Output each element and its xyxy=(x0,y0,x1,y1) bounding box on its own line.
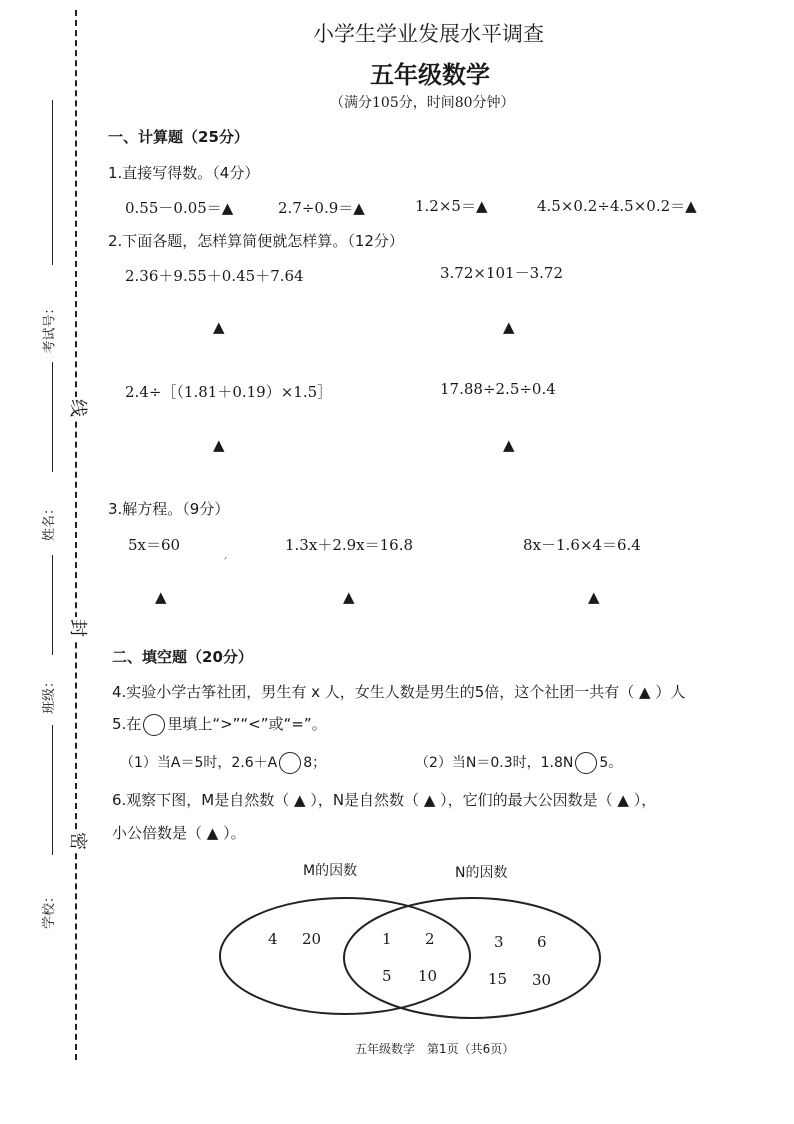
q1-item-3: 1.2×5＝▲ xyxy=(415,197,488,215)
venn-common-4: 10 xyxy=(418,967,438,985)
venn-common-2: 2 xyxy=(425,930,435,948)
q5-part1-circle[interactable] xyxy=(279,752,301,774)
venn-diagram xyxy=(210,892,610,1022)
q6-line2: 小公倍数是（ ▲ ）。 xyxy=(112,824,246,842)
exam-subject-title: 五年级数学 xyxy=(370,61,490,89)
q2-item-3: 2.4÷［（1.81＋0.19）×1.5］ xyxy=(125,383,333,401)
q2-answer-2: ▲ xyxy=(503,318,515,336)
q3-answer-2: ▲ xyxy=(343,588,355,606)
q5-part2-circle[interactable] xyxy=(575,752,597,774)
q3-item-1: 5x＝60 xyxy=(128,536,181,554)
venn-label-m: M的因数 xyxy=(303,863,358,879)
q3-item-3: 8x－1.6×4＝6.4 xyxy=(523,536,641,554)
page-footer: 五年级数学 第1页（共6页） xyxy=(355,1042,515,1056)
blank-line-exam-number xyxy=(52,100,53,265)
venn-n-only-3: 15 xyxy=(488,970,508,988)
compare-circle xyxy=(143,714,165,736)
venn-n-only-2: 6 xyxy=(537,933,547,951)
q5-title xyxy=(112,713,327,736)
q2-title: 2.下面各题，怎样算简便就怎样算。（12分） xyxy=(108,232,404,250)
venn-label-n: N的因数 xyxy=(455,865,508,881)
label-name: 姓名： xyxy=(42,501,58,542)
blank-line-class xyxy=(52,555,53,655)
q1-item-1: 0.55－0.05＝▲ xyxy=(125,199,234,217)
venn-common-3: 5 xyxy=(382,967,392,985)
q5-part2 xyxy=(415,752,622,774)
blank-line-name xyxy=(52,362,53,472)
q2-item-1: 2.36＋9.55＋0.45＋7.64 xyxy=(125,267,304,285)
label-exam-number: 考试号： xyxy=(42,301,58,354)
venn-ellipse-n xyxy=(344,898,600,1018)
venn-n-only-1: 3 xyxy=(494,933,504,951)
venn-common-1: 1 xyxy=(382,930,392,948)
venn-m-only-2: 20 xyxy=(302,930,322,948)
seal-char-seal: 封 xyxy=(66,617,92,639)
q6-line1: 6.观察下图，M是自然数（ ▲ ），N是自然数（ ▲ ），它们的最大公因数是（ ▲ ）， xyxy=(112,791,657,809)
section2-heading: 二、填空题（20分） xyxy=(112,648,253,666)
exam-subtitle: （满分105分，时间80分钟） xyxy=(330,95,515,111)
q5-part1-after: 8； xyxy=(303,755,327,771)
q3-item-2: 1.3x＋2.9x＝16.8 xyxy=(285,536,414,554)
venn-n-only-4: 30 xyxy=(532,971,552,989)
q3-title: 3.解方程。（9分） xyxy=(108,500,230,518)
q1-item-2: 2.7÷0.9＝▲ xyxy=(278,199,365,217)
q1-item-4: 4.5×0.2÷4.5×0.2＝▲ xyxy=(537,197,697,215)
exam-title: 小学生学业发展水平调查 xyxy=(313,22,544,46)
q1-title: 1.直接写得数。（4分） xyxy=(108,164,260,182)
stray-mark: ˊ xyxy=(222,556,228,570)
q2-answer-3: ▲ xyxy=(213,436,225,454)
q2-item-2: 3.72×101－3.72 xyxy=(440,264,563,282)
label-school: 学校： xyxy=(42,889,58,930)
binding-dashed-line xyxy=(75,10,77,1060)
q5-part1-before: （1）当A＝5时，2.6＋A xyxy=(120,755,278,771)
q5-part2-before: （2）当N＝0.3时，1.8N xyxy=(415,755,574,771)
q3-answer-1: ▲ xyxy=(155,588,167,606)
q5-part1 xyxy=(120,752,326,774)
q5-part2-after: 5。 xyxy=(599,755,623,771)
venn-m-only-1: 4 xyxy=(268,930,278,948)
blank-line-school xyxy=(52,725,53,855)
q2-item-4: 17.88÷2.5÷0.4 xyxy=(440,380,556,398)
seal-char-secret: 密 xyxy=(66,830,92,852)
q4-text: 4.实验小学古筝社团，男生有 x 人，女生人数是男生的5倍，这个社团一共有（ ▲ ）人 xyxy=(112,683,686,701)
section1-heading: 一、计算题（25分） xyxy=(108,128,249,146)
q5-title-after: 里填上“>”“<”或“=”。 xyxy=(167,715,327,733)
q2-answer-4: ▲ xyxy=(503,436,515,454)
q2-answer-1: ▲ xyxy=(213,318,225,336)
q5-title-before: 5.在 xyxy=(112,715,142,733)
seal-char-line: 线 xyxy=(66,397,92,419)
label-class: 班级： xyxy=(42,674,58,715)
q3-answer-3: ▲ xyxy=(588,588,600,606)
